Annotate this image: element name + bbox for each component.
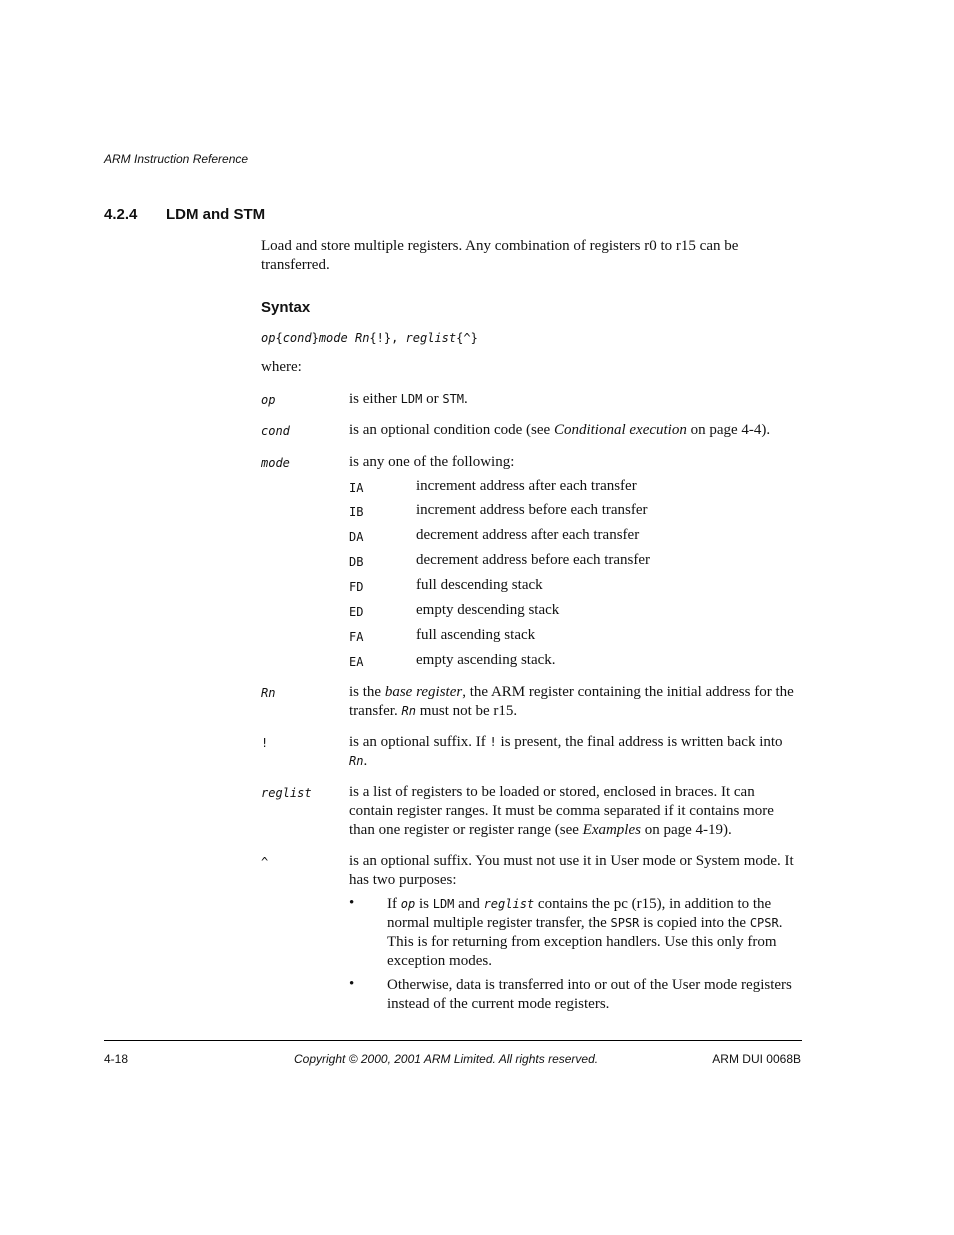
param-desc-cond <box>349 421 801 440</box>
footer-copyright: Copyright © 2000, 2001 ARM Limited. All rights reserved. <box>294 1052 599 1066</box>
footer-doc-id: ARM DUI 0068B <box>712 1052 801 1066</box>
param-term-bang: ! <box>261 736 269 750</box>
where-label: where: <box>261 359 302 375</box>
syntax-brace: } <box>311 331 319 345</box>
code-bang: ! <box>489 735 497 749</box>
code-cpsr: CPSR <box>749 916 779 930</box>
mode-code: ED <box>349 605 364 619</box>
cross-reference: Conditional execution <box>553 422 687 438</box>
mode-code: FD <box>349 580 364 594</box>
desc-text: and <box>454 896 484 912</box>
desc-text: on page 4-4). <box>686 422 771 438</box>
desc-text: is a list of registers to be loaded or stored, enclosed in braces. It can contain register ranges. It must be comma separated if it contains more than one register or register range (see <box>349 784 774 838</box>
desc-text: is an optional suffix. If <box>349 734 490 750</box>
desc-text: or <box>422 391 443 407</box>
param-term-op: op <box>261 393 276 407</box>
desc-text: . This is for returning from exception handlers. Use this only from exception modes. <box>387 915 783 969</box>
intro-paragraph: Load and store multiple registers. Any combination of registers r0 to r15 can be transferred. <box>261 238 739 273</box>
mode-desc: empty descending stack <box>416 602 560 618</box>
desc-text: is the <box>349 684 385 700</box>
syntax-op: op <box>261 331 276 345</box>
mode-desc: full descending stack <box>416 577 543 593</box>
code-reglist: reglist <box>483 897 535 911</box>
code-rn: Rn <box>349 754 364 768</box>
desc-text: is an optional condition code (see <box>349 422 554 438</box>
code-op: op <box>400 897 416 911</box>
bullet-item-2: Otherwise, data is transferred into or out of the User mode registers instead of the current mode registers. <box>387 977 792 1012</box>
desc-text: is present, the final address is written back into <box>496 734 783 750</box>
syntax-caret: {^} <box>456 331 478 345</box>
desc-text: . <box>464 391 468 407</box>
syntax-heading: Syntax <box>261 299 311 316</box>
code-ldm: LDM <box>432 897 455 911</box>
mode-desc: empty ascending stack. <box>416 652 556 668</box>
syntax-cond: cond <box>282 331 312 345</box>
desc-text: If <box>387 896 401 912</box>
syntax-reglist: reglist <box>405 331 457 345</box>
mode-desc: increment address after each transfer <box>416 478 637 494</box>
mode-code: IA <box>349 481 364 495</box>
param-desc-op <box>349 390 801 409</box>
mode-desc: decrement address after each transfer <box>416 527 640 543</box>
bullet-marker: • <box>349 895 355 911</box>
running-header: ARM Instruction Reference <box>104 152 249 166</box>
mode-code: FA <box>349 630 364 644</box>
cross-reference: Examples <box>582 822 641 838</box>
mode-code: DA <box>349 530 364 544</box>
mode-desc: decrement address before each transfer <box>416 552 651 568</box>
desc-text: must not be r15. <box>415 703 518 719</box>
code-spsr: SPSR <box>610 916 640 930</box>
bullet-marker: • <box>349 976 355 992</box>
footer-page-number: 4-18 <box>104 1052 129 1066</box>
desc-text: is copied into the <box>639 915 750 931</box>
syntax-mode: mode <box>318 331 348 345</box>
mode-code: DB <box>349 555 364 569</box>
param-desc-bang <box>349 733 801 771</box>
syntax-rn: Rn <box>354 331 370 345</box>
mode-code: IB <box>349 505 364 519</box>
param-desc-mode: is any one of the following: <box>349 454 515 470</box>
param-term-reglist: reglist <box>261 786 312 800</box>
desc-text: on page 4-19). <box>640 822 732 838</box>
param-term-cond: cond <box>261 424 290 438</box>
emphasis: base register <box>384 684 463 700</box>
desc-text: is <box>415 896 433 912</box>
syntax-space <box>348 331 355 345</box>
desc-text: is either <box>349 391 401 407</box>
param-desc-caret: is an optional suffix. You must not use it in User mode or System mode. It has two purposes: <box>349 853 794 888</box>
syntax-line <box>261 331 478 345</box>
param-term-mode: mode <box>261 456 290 470</box>
code-stm: STM <box>442 392 465 406</box>
param-desc-rn <box>349 683 801 721</box>
syntax-brace: { <box>275 331 283 345</box>
section-number: 4.2.4 <box>104 206 138 223</box>
desc-text: , the ARM register containing the initial address for the transfer. <box>349 684 794 719</box>
code-rn: Rn <box>401 704 416 718</box>
syntax-bang: {!}, <box>369 331 406 345</box>
bullet-item-1 <box>387 895 801 971</box>
param-term-caret: ^ <box>261 855 269 869</box>
mode-desc: full ascending stack <box>416 627 536 643</box>
mode-desc: increment address before each transfer <box>416 502 648 518</box>
code-ldm: LDM <box>400 392 423 406</box>
section-title: LDM and STM <box>166 206 266 223</box>
param-desc-reglist <box>349 783 801 840</box>
param-term-rn: Rn <box>261 686 276 700</box>
desc-text: contains the pc (r15), in addition to the normal multiple register transfer, the <box>387 896 772 931</box>
desc-text: . <box>363 753 368 769</box>
footer-rule <box>104 1040 802 1041</box>
mode-code: EA <box>349 655 364 669</box>
